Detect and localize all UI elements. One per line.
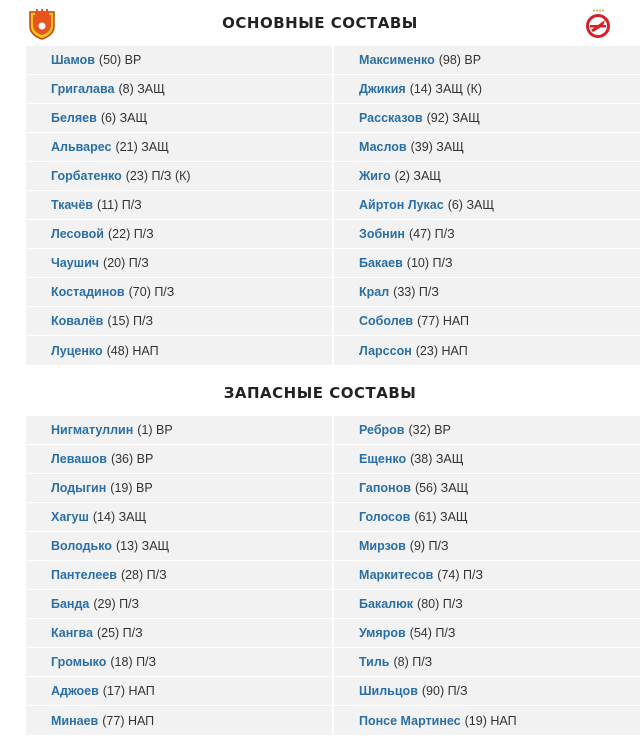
player-number-position: (47) П/З — [408, 227, 455, 241]
player-number-position: (48) НАП — [106, 343, 159, 358]
home-substitutes-list — [26, 416, 332, 735]
player-name-link[interactable]: Понсе Мартинес — [359, 713, 461, 728]
player-row — [26, 249, 332, 278]
player-number-position: (23) П/З (К) — [125, 169, 191, 183]
substitutes-section — [0, 372, 640, 728]
player-row — [26, 75, 332, 104]
player-row — [334, 307, 640, 336]
player-row — [26, 191, 332, 220]
player-row — [334, 278, 640, 307]
player-row — [334, 416, 640, 445]
player-number-position: (23) НАП — [415, 343, 468, 358]
player-row — [334, 133, 640, 162]
player-name-link[interactable]: Пантелеев — [51, 568, 117, 582]
player-name-link[interactable]: Шильцов — [359, 684, 418, 698]
player-number-position: (6) ЗАЩ — [100, 111, 148, 125]
player-row — [26, 706, 332, 735]
player-name-link[interactable]: Маркитесов — [359, 568, 434, 582]
player-number-position: (25) П/З — [96, 626, 143, 640]
player-name-link[interactable]: Григалава — [51, 82, 115, 96]
player-row — [26, 133, 332, 162]
player-number-position: (9) П/З — [409, 539, 449, 553]
player-name-link[interactable]: Лесовой — [51, 227, 104, 241]
player-number-position: (19) ВР — [110, 481, 153, 495]
player-name-link[interactable]: Ещенко — [359, 452, 407, 466]
player-row — [334, 706, 640, 735]
player-row — [334, 445, 640, 474]
player-name-link[interactable]: Альварес — [51, 140, 112, 154]
player-name-link[interactable]: Банда — [51, 597, 90, 611]
player-row — [26, 590, 332, 619]
player-row — [26, 336, 332, 365]
player-row — [26, 416, 332, 445]
player-name-link[interactable]: Ковалёв — [51, 314, 104, 328]
player-number-position: (80) П/З — [417, 597, 463, 611]
player-name-link[interactable]: Мирзов — [359, 539, 406, 553]
player-name-link[interactable]: Шамов — [51, 53, 95, 67]
player-number-position: (50) ВР — [98, 53, 142, 67]
player-name-link[interactable]: Гапонов — [359, 481, 411, 495]
player-number-position: (28) П/З — [120, 568, 167, 582]
player-row — [334, 474, 640, 503]
player-row — [334, 619, 640, 648]
player-row — [334, 104, 640, 133]
player-row — [334, 75, 640, 104]
player-row — [26, 677, 332, 706]
player-name-link[interactable]: Хагуш — [51, 510, 89, 524]
player-name-link[interactable]: Жиго — [359, 169, 391, 183]
player-number-position: (2) ЗАЩ — [394, 169, 442, 183]
substitutes-header — [0, 372, 640, 416]
player-number-position: (38) ЗАЩ — [410, 452, 464, 466]
player-row — [26, 561, 332, 590]
player-number-position: (90) П/З — [421, 684, 468, 698]
player-row — [26, 619, 332, 648]
player-name-link[interactable]: Айртон Лукас — [359, 198, 444, 212]
player-number-position: (36) ВР — [110, 452, 154, 466]
player-number-position: (15) П/З — [107, 314, 154, 328]
player-name-link[interactable]: Минаев — [51, 713, 99, 728]
player-row — [334, 677, 640, 706]
player-name-link[interactable]: Голосов — [359, 510, 411, 524]
player-number-position: (77) НАП — [417, 314, 470, 328]
player-row — [334, 503, 640, 532]
player-row — [334, 191, 640, 220]
player-row — [26, 46, 332, 75]
player-name-link[interactable]: Чаушич — [51, 256, 100, 270]
player-number-position: (32) ВР — [408, 423, 451, 437]
player-row — [334, 46, 640, 75]
player-row — [26, 503, 332, 532]
player-number-position: (74) П/З — [437, 568, 483, 582]
player-name-link[interactable]: Бакалюк — [359, 597, 414, 611]
player-name-link[interactable]: Крал — [359, 285, 390, 299]
player-row — [334, 648, 640, 677]
lineups-section — [0, 2, 640, 358]
player-number-position: (14) ЗАЩ (К) — [409, 82, 483, 96]
player-number-position: (8) П/З — [393, 655, 433, 669]
home-lineup-list — [26, 46, 332, 365]
player-name-link[interactable]: Нигматуллин — [51, 423, 134, 437]
player-row — [334, 561, 640, 590]
player-number-position: (29) П/З — [93, 597, 140, 611]
player-number-position: (19) НАП — [464, 713, 517, 728]
player-name-link[interactable]: Бакаев — [359, 256, 403, 270]
player-name-link[interactable]: Тиль — [359, 655, 390, 669]
player-row — [26, 532, 332, 561]
player-number-position: (70) П/З — [128, 285, 175, 299]
player-name-link[interactable]: Костадинов — [51, 285, 125, 299]
away-lineup-list — [334, 46, 640, 365]
player-name-link[interactable]: Кангва — [51, 626, 93, 640]
player-number-position: (11) П/З — [96, 198, 142, 212]
lineups-title: ОСНОВНЫЕ СОСТАВЫ — [222, 14, 418, 32]
player-number-position: (1) ВР — [137, 423, 173, 437]
player-row — [334, 162, 640, 191]
player-name-link[interactable]: Громыко — [51, 655, 107, 669]
player-number-position: (77) НАП — [102, 713, 155, 728]
player-name-link[interactable]: Володько — [51, 539, 112, 553]
player-row — [26, 278, 332, 307]
player-number-position: (56) ЗАЩ — [414, 481, 469, 495]
away-substitutes-list — [334, 416, 640, 735]
player-name-link[interactable]: Лодыгин — [51, 481, 107, 495]
player-number-position: (54) П/З — [409, 626, 456, 640]
player-number-position: (98) ВР — [438, 53, 482, 67]
player-row — [334, 590, 640, 619]
player-number-position: (14) ЗАЩ — [92, 510, 147, 524]
player-name-link[interactable]: Левашов — [51, 452, 107, 466]
player-name-link[interactable]: Соболев — [359, 314, 414, 328]
player-number-position: (33) П/З — [393, 285, 439, 299]
player-name-link[interactable]: Беляев — [51, 111, 97, 125]
player-name-link[interactable]: Ткачёв — [51, 198, 93, 212]
player-number-position: (8) ЗАЩ — [118, 82, 165, 96]
player-number-position: (22) П/З — [108, 227, 154, 241]
player-name-link[interactable]: Умяров — [359, 626, 406, 640]
player-row — [334, 532, 640, 561]
player-number-position: (6) ЗАЩ — [447, 198, 495, 212]
player-name-link[interactable]: Аджоев — [51, 684, 99, 698]
lineups-header — [0, 2, 640, 46]
player-number-position: (39) ЗАЩ — [410, 140, 464, 154]
player-row — [334, 220, 640, 249]
player-row — [334, 336, 640, 365]
player-name-link[interactable]: Луценко — [51, 343, 103, 358]
player-row — [26, 648, 332, 677]
player-number-position: (21) ЗАЩ — [115, 140, 169, 154]
player-row — [26, 104, 332, 133]
substitutes-title: ЗАПАСНЫЕ СОСТАВЫ — [223, 384, 417, 402]
player-number-position: (13) ЗАЩ — [115, 539, 170, 553]
player-row — [26, 162, 332, 191]
player-row — [334, 249, 640, 278]
player-row — [26, 307, 332, 336]
player-row — [26, 445, 332, 474]
player-name-link[interactable]: Ларссон — [359, 343, 412, 358]
player-number-position: (61) ЗАЩ — [414, 510, 468, 524]
player-number-position: (20) П/З — [103, 256, 149, 270]
player-name-link[interactable]: Максименко — [359, 53, 435, 67]
player-row — [26, 474, 332, 503]
player-name-link[interactable]: Маслов — [359, 140, 407, 154]
player-number-position: (17) НАП — [102, 684, 155, 698]
player-number-position: (10) П/З — [406, 256, 453, 270]
spartak-moscow-crest-icon — [582, 8, 614, 40]
player-name-link[interactable]: Горбатенко — [51, 169, 122, 183]
player-name-link[interactable]: Зобнин — [359, 227, 405, 241]
player-number-position: (18) П/З — [110, 655, 157, 669]
player-number-position: (92) ЗАЩ — [426, 111, 480, 125]
player-name-link[interactable]: Рассказов — [359, 111, 423, 125]
player-row — [26, 220, 332, 249]
player-name-link[interactable]: Ребров — [359, 423, 405, 437]
player-name-link[interactable]: Джикия — [359, 82, 406, 96]
